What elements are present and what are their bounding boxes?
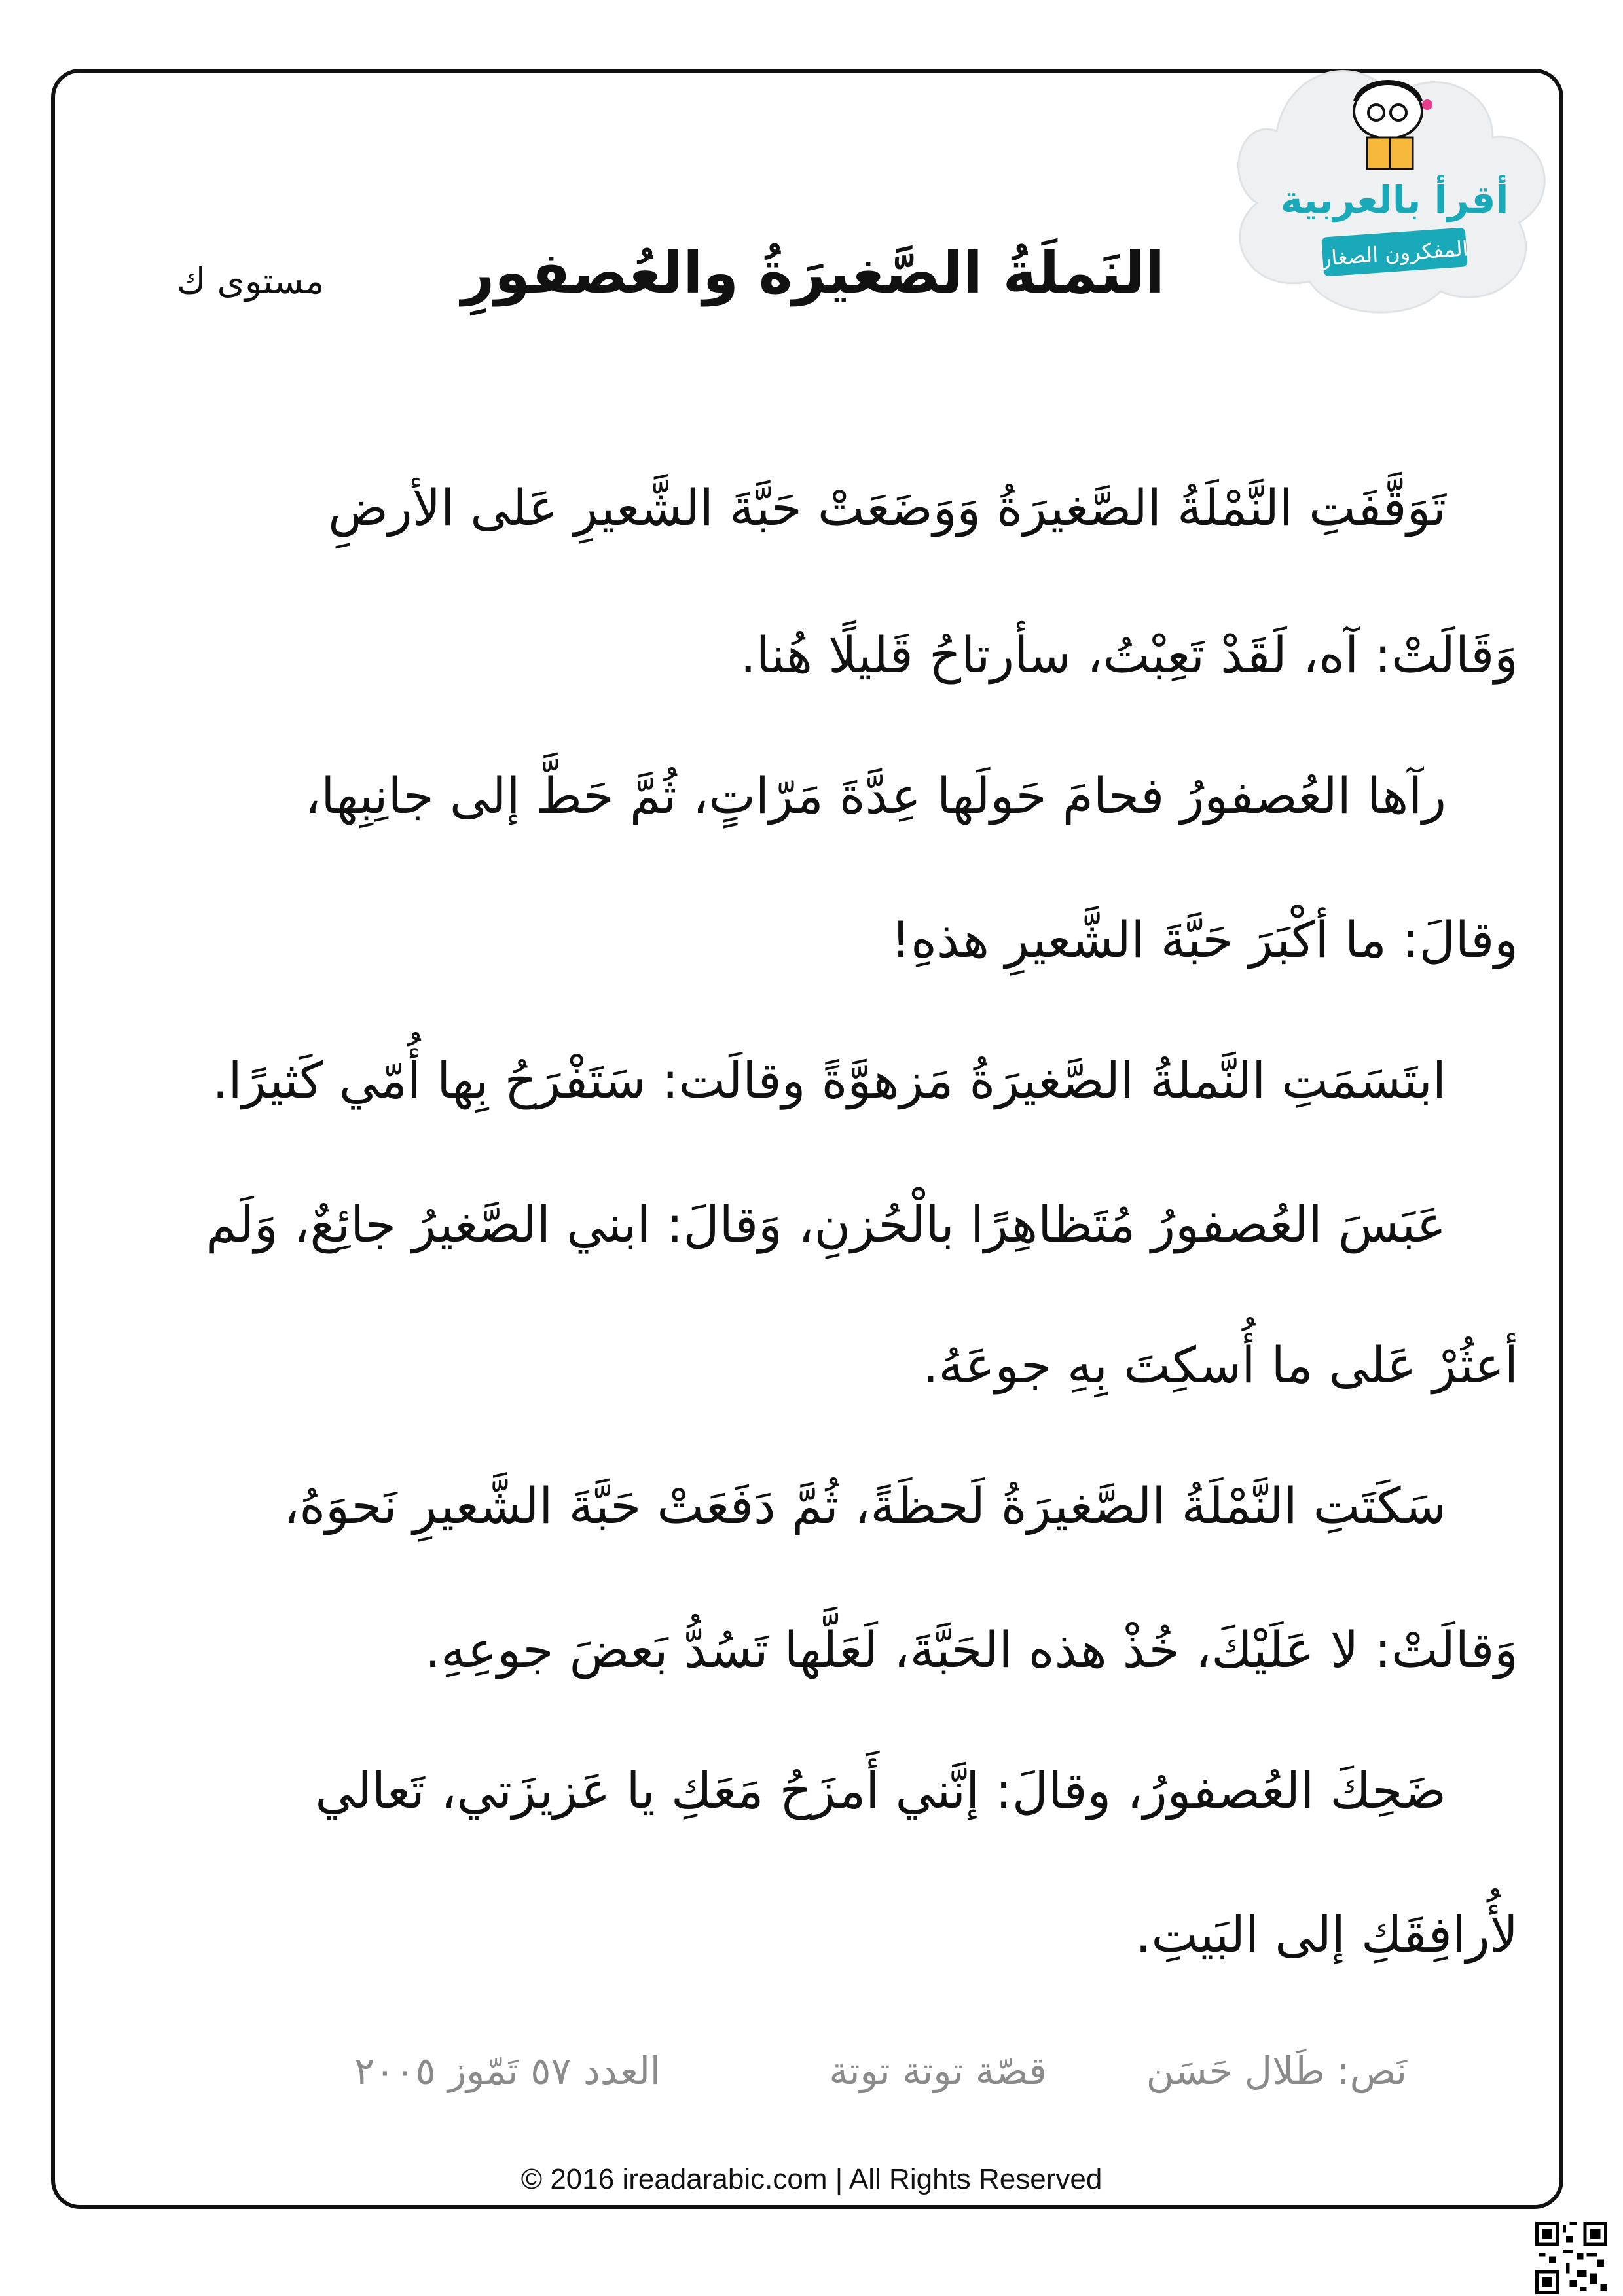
story-line: عَبَسَ العُصفورُ مُتَظاهِرًا بالْحُزنِ، وَقالَ: ابني الصَّغيرُ جائِعٌ، وَلَم: [206, 1195, 1446, 1253]
story-line: رآها العُصفورُ فحامَ حَولَها عِدَّةَ مَرّاتٍ، ثُمَّ حَطَّ إلى جانِبِها،: [304, 766, 1446, 825]
story-line: وَقالَتْ: لا عَلَيْكَ، خُذْ هذه الحَبَّةَ، لَعَلَّها تَسُدُّ بَعضَ جوعِهِ.: [425, 1621, 1518, 1679]
logo-name: أقرأ بالعربية: [1280, 177, 1509, 222]
story-line: أعثُرْ عَلى ما أُسكِتَ بِهِ جوعَهُ.: [922, 1336, 1518, 1394]
story-line: ابتَسَمَتِ النَّملةُ الصَّغيرَةُ مَزهوَّةً وقالَت: سَتَفْرَحُ بِها أُمّي كَثيرًا.: [212, 1051, 1446, 1109]
story-line: سَكَتَتِ النَّمْلَةُ الصَّغيرَةُ لَحظَةً، ثُمَّ دَفَعَتْ حَبَّةَ الشَّعيرِ نَحوَهُ،: [283, 1477, 1446, 1535]
story-title: النَملَةُ الصَّغيرَةُ والعُصفورِ: [461, 239, 1165, 306]
source-issue: العدد ٥٧ تَمّوز ٢٠٠٥: [354, 2049, 661, 2093]
source-author: نَص: طَلال حَسَن: [1146, 2049, 1407, 2093]
story-line: تَوَقَّفَتِ النَّمْلَةُ الصَّغيرَةُ وَوَضَعَتْ حَبَّةَ الشَّعيرِ عَلى الأرضِ: [328, 478, 1446, 537]
logo-tagline: المفكرون الصغار: [1320, 236, 1469, 271]
reading-level: مستوى ك: [177, 260, 325, 302]
story-line: لأُرافِقَكِ إلى البَيتِ.: [1135, 1905, 1518, 1964]
qr-code-icon: [1535, 2222, 1607, 2294]
story-line: وَقَالَتْ: آه، لَقَدْ تَعِبْتُ، سأرتاحُ قَليلًا هُنا.: [740, 626, 1518, 684]
copyright-notice: © 2016 ireadarabic.com | All Rights Reserved: [520, 2163, 1103, 2195]
source-story-name: قصّة توتة توتة: [829, 2049, 1047, 2093]
story-line: ضَحِكَ العُصفورُ، وقالَ: إنَّني أَمزَحُ مَعَكِ يا عَزيزَتي، تَعالي: [315, 1761, 1446, 1820]
story-line: وقالَ: ما أكْبَرَ حَبَّةَ الشَّعيرِ هذهِ!: [890, 910, 1518, 969]
